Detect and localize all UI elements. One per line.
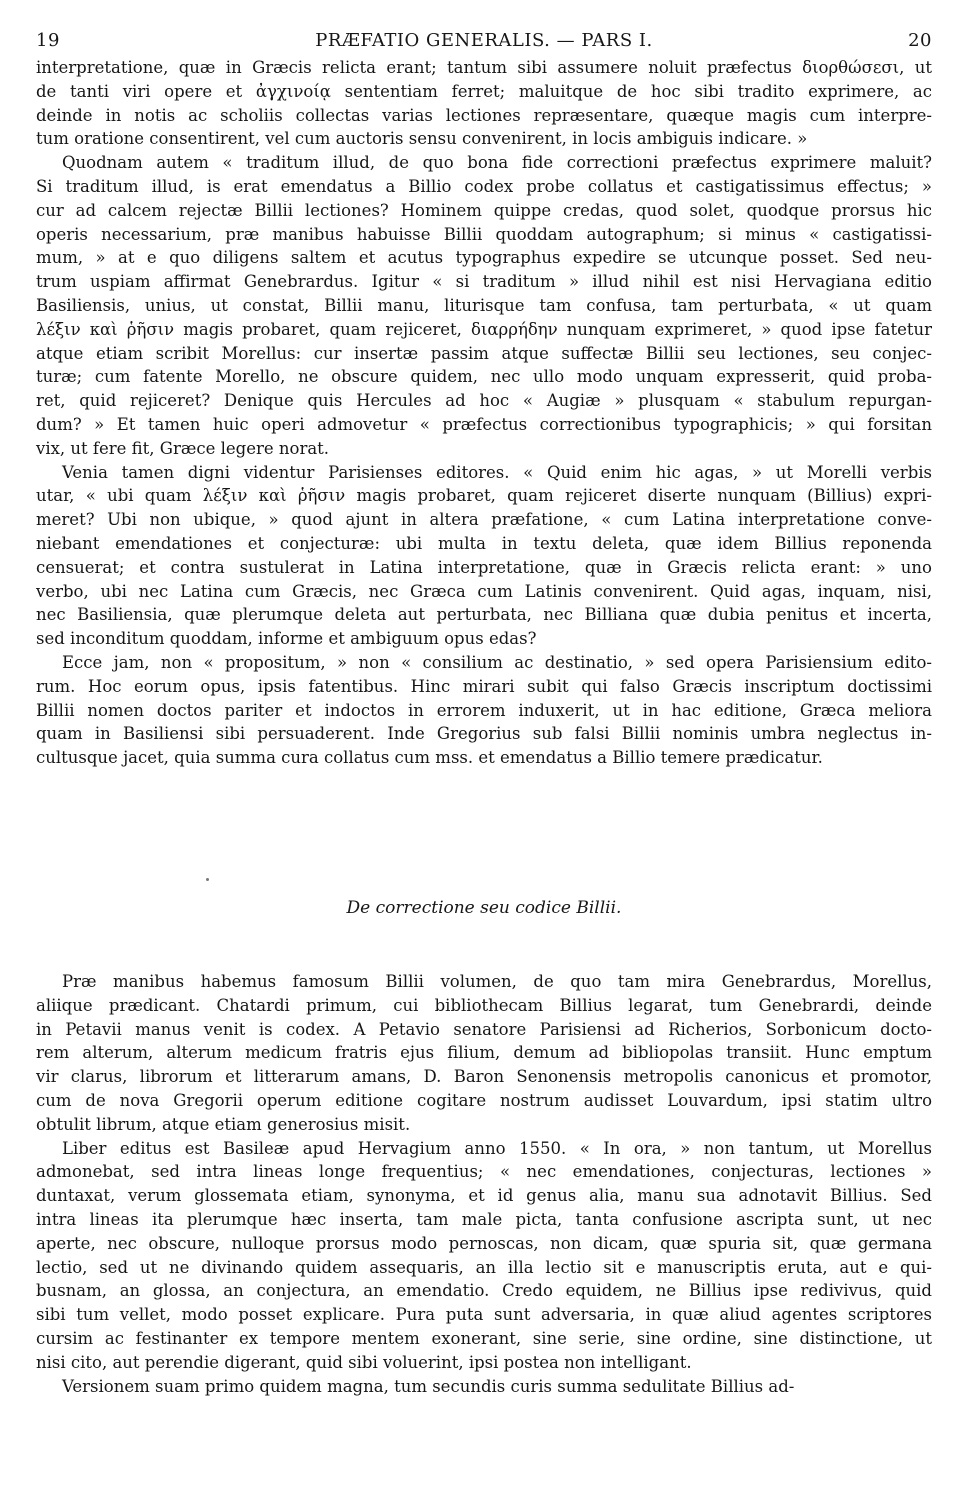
text-line: Versionem suam primo quidem magna, tum secundis curis summa sedulitate Billius ad-: [62, 1376, 795, 1396]
text-line: admonebat, sed intra lineas longe frequentius; « nec emendationes, conjecturas, lectiones »: [36, 1162, 932, 1182]
text-line: trum uspiam affirmat Genebrardus. Igitur « si traditum » illud nihil est nisi Hervagiana editio: [36, 272, 932, 292]
right-page-number: 20: [908, 30, 932, 51]
text-line: sed inconditum quoddam, informe et ambiguum opus edas?: [36, 629, 537, 649]
preface-text-top: [36, 56, 932, 770]
text-line: quam in Basiliensi sibi persuaderent. Inde Gregorius sub falsi Billii nominis umbra neglectus in-: [36, 724, 932, 744]
text-line: rum. Hoc eorum opus, ipsis fatentibus. Hinc mirari subit qui falso Græcis inscriptum doctissimi: [36, 676, 932, 696]
text-line: duntaxat, verum glossemata etiam, synonyma, et id genus alia, manu sua adnotavit Billius. Sed: [36, 1186, 932, 1206]
text-line: operis necessarium, præ manibus habuisse Billii quoddam autographum; si minus « castigatissi-: [36, 224, 932, 244]
text-line: meret? Ubi non ubique, » quod ajunt in altera præfatione, « cum Latina interpretatione conve-: [36, 510, 932, 530]
text-line: busnam, an glossa, an conjectura, an emendatio. Credo equidem, ne Billius ipse redivivus, quid: [36, 1281, 932, 1301]
text-line: turæ; cum fatente Morello, ne obscure quidem, nec ullo modo unquam expresserit, quid proba-: [36, 367, 932, 387]
text-line: Liber editus est Basileæ apud Hervagium anno 1550. « In ora, » non tantum, ut Morellus: [62, 1138, 932, 1158]
text-line: sibi tum vellet, modo posset explicare. Pura puta sunt adversaria, in quæ aliud agentes scriptores: [36, 1305, 932, 1325]
left-page-number: 19: [36, 30, 60, 51]
paragraph: [36, 970, 932, 1137]
text-line: Ecce jam, non « propositum, » non « consilium ac destinatio, » sed opera Parisiensium edito-: [62, 652, 932, 672]
paragraph: [36, 151, 932, 460]
paragraph: [36, 1137, 932, 1375]
text-line: Billii nomen doctos pariter et indoctos in errorem induxerit, ut in hac editione, Græca meliora: [36, 700, 932, 720]
text-line: λέξιν καὶ ῥῆσιν magis probaret, quam rejiceret, διαρρήδην nunquam exprimeret, » quod ipse fatetur: [36, 319, 932, 339]
text-line: lectio, sed ut ne divinando quidem assequaris, an illa lectio sit e manuscriptis eruta, aut e qui-: [36, 1257, 932, 1277]
text-line: cur ad calcem rejectæ Billii lectiones? Hominem quippe credas, quod solet, quodque prorsus hic: [36, 200, 932, 220]
running-title: PRÆFATIO GENERALIS. — PARS I.: [315, 30, 653, 51]
text-line: dum? » Et tamen huic operi admovetur « præfectus correctionibus typographicis; » qui forsitan: [36, 414, 932, 434]
text-line: Quodnam autem « traditum illud, de quo bona fide correctioni præfectus exprimere maluit?: [62, 153, 932, 173]
text-line: Præ manibus habemus famosum Billii volumen, de quo tam mira Genebrardus, Morellus,: [62, 972, 932, 991]
print-speck: [206, 878, 209, 881]
text-line: vix, ut fere fit, Græce legere norat.: [36, 438, 330, 458]
book-page: [36, 30, 932, 1490]
text-line: aperte, nec obscure, nulloque prorsus modo pernoscas, non dicam, quæ spuria sit, quæ germana: [36, 1233, 932, 1253]
text-line: deinde in notis ac scholiis collectas varias lectiones repræsentare, quæque magis cum interpre-: [36, 105, 932, 125]
paragraph: [36, 461, 932, 651]
text-line: niebant emendationes et conjecturæ: ubi multa in textu deleta, quæ idem Billius reponenda: [36, 533, 932, 553]
text-line: in Petavii manus venit is codex. A Petavio senatore Parisiensi ad Richerios, Sorbonicum docto-: [36, 1019, 932, 1039]
paragraph: [36, 56, 932, 151]
text-line: Basiliensis, unius, ut constat, Billii manu, liturisque tam confusa, tam perturbata, « ut quam: [36, 295, 932, 315]
paragraph: [36, 1375, 932, 1399]
text-line: censuerat; et contra sustulerat in Latina interpretatione, quæ in Græcis relicta erant: » uno: [36, 557, 932, 577]
text-line: nisi cito, aut perendie digerant, quid sibi voluerint, ipsi postea non intelligant.: [36, 1352, 692, 1372]
section-heading: De correctione seu codice Billii.: [346, 898, 622, 918]
text-line: cultusque jacet, quia summa cura collatus cum mss. et emendatus a Billio temere prædicatur.: [36, 748, 823, 768]
text-line: vir clarus, librorum et litterarum amans, D. Baron Senonensis metropolis canonicus et promotor,: [36, 1067, 932, 1087]
text-line: de tanti viri opere et ἀγχινοίᾳ sententiam ferret; maluitque de hoc sibi tradito exprimere, ac: [36, 81, 932, 101]
text-line: cursim ac festinanter ex tempore mentem exonerant, sine serie, sine ordine, sine distinctione, ut: [36, 1328, 932, 1348]
text-line: Si traditum illud, is erat emendatus a Billio codex probe collatus et castigatissimus effectus; »: [36, 176, 932, 196]
text-line: atque etiam scribit Morellus: cur insertæ passim atque suffectæ Billii seu lectiones, seu conjec-: [36, 343, 932, 363]
text-line: tum oratione consentirent, vel cum auctoris sensu convenirent, in locis ambiguis indicare. »: [36, 129, 808, 149]
text-line: cum de nova Gregorii operum editione cogitare nostrum audisset Louvardum, ipsi statim ultro: [36, 1090, 932, 1110]
running-head: [36, 30, 932, 56]
text-line: interpretatione, quæ in Græcis relicta erant; tantum sibi assumere noluit præfectus διορθώσεσι, ut: [36, 58, 932, 77]
text-line: rem alterum, alterum medicum fratris ejus filium, demum ad bibliopolas transiit. Hunc emptum: [36, 1043, 932, 1063]
text-line: aliique prædicant. Chatardi primum, cui bibliothecam Billius legarat, tum Genebrardi, deinde: [36, 995, 932, 1015]
text-line: verbo, ubi nec Latina cum Græcis, nec Græca cum Latinis convenirent. Quid agas, inquam, nisi,: [36, 581, 932, 601]
text-line: Venia tamen digni videntur Parisienses editores. « Quid enim hic agas, » ut Morelli verbis: [62, 462, 932, 482]
paragraph: [36, 651, 932, 770]
text-line: nec Basiliensia, quæ plerumque deleta aut perturbata, nec Billiana quæ dubia penitus et incerta,: [36, 605, 932, 625]
text-line: utar, « ubi quam λέξιν καὶ ῥῆσιν magis probaret, quam rejiceret diserte nunquam (Billius) expri-: [36, 486, 932, 506]
text-line: intra lineas ita plerumque hæc inserta, tam male picta, tanta confusione ascripta sunt, ut nec: [36, 1209, 932, 1229]
preface-text-bottom: [36, 970, 932, 1398]
text-line: ret, quid rejiceret? Denique quis Hercules ad hoc « Augiæ » plusquam « stabulum repurgan-: [36, 391, 932, 411]
text-line: obtulit librum, atque etiam generosius misit.: [36, 1114, 411, 1134]
text-line: mum, » at e quo diligens saltem et acutus typographus expedire se utcunque posset. Sed neu-: [36, 248, 932, 268]
